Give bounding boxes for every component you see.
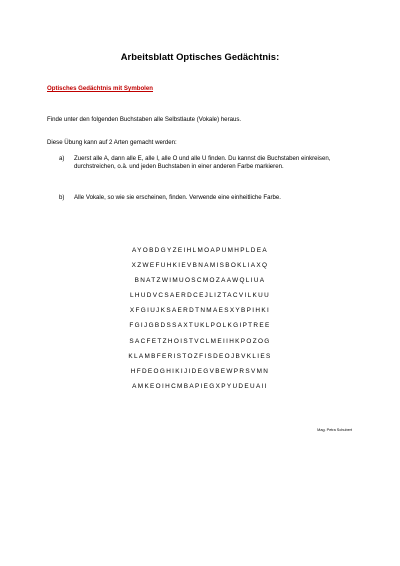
intro-text-2: Diese Übung kann auf 2 Arten gemacht werden: <box>47 139 177 146</box>
letter-row: LHUDVCSAERDCEJLIZTACVILKUU <box>129 292 271 300</box>
instruction-a <box>59 155 359 171</box>
instruction-marker: a) <box>59 155 65 162</box>
author-credit: Mag. Petra Schubert <box>317 428 352 432</box>
letter-row: XFGIUJKSAERDTNMAESXYBPIHKI <box>129 307 271 315</box>
instruction-text: Alle Vokale, so wie sie erscheinen, finden. Verwende eine einheitliche Farbe. <box>74 194 281 201</box>
instruction-b <box>59 194 359 202</box>
letter-row: SACFETZHOISTVCLMEIIHKPOZOG <box>129 337 271 345</box>
letter-row: XZWEFUHKIEVBNAMISBOKLIAXQ <box>131 262 269 270</box>
section-subtitle: Optisches Gedächtnis mit Symbolen <box>47 85 153 92</box>
letter-row: FGIJGBDSSAXTUKLPOLKGIPTREE <box>129 322 271 330</box>
letter-row: AMKEOIHCMBAPIEGXPYUDEUAII <box>132 382 268 390</box>
instruction-text: Zuerst alle A, dann alle E, alle I, alle O und alle U finden. Du kannst die Buchstaben einkreisen, durchstreichen, o.ä. und jeden Buchstaben in einer anderen Farbe markieren. <box>74 155 331 171</box>
letter-row: AYOBDGYZEIHLMOAPUMHPLDEA <box>132 247 268 254</box>
instruction-marker: b) <box>59 194 65 201</box>
page-title: Arbeitsblatt Optisches Gedächtnis: <box>120 51 280 62</box>
letter-row: BNATZWIMUOSCMOZAAWQLIUA <box>134 277 266 285</box>
letter-row: HFDEOGHIKIJIDEGVBEWPRSVMN <box>130 367 270 375</box>
letter-row: KLAMBFERISTOZFISDEOJBVKLIES <box>128 352 272 360</box>
letter-grid <box>0 243 400 394</box>
intro-text: Finde unter den folgenden Buchstaben alle Selbstlaute (Vokale) heraus. <box>47 116 242 123</box>
